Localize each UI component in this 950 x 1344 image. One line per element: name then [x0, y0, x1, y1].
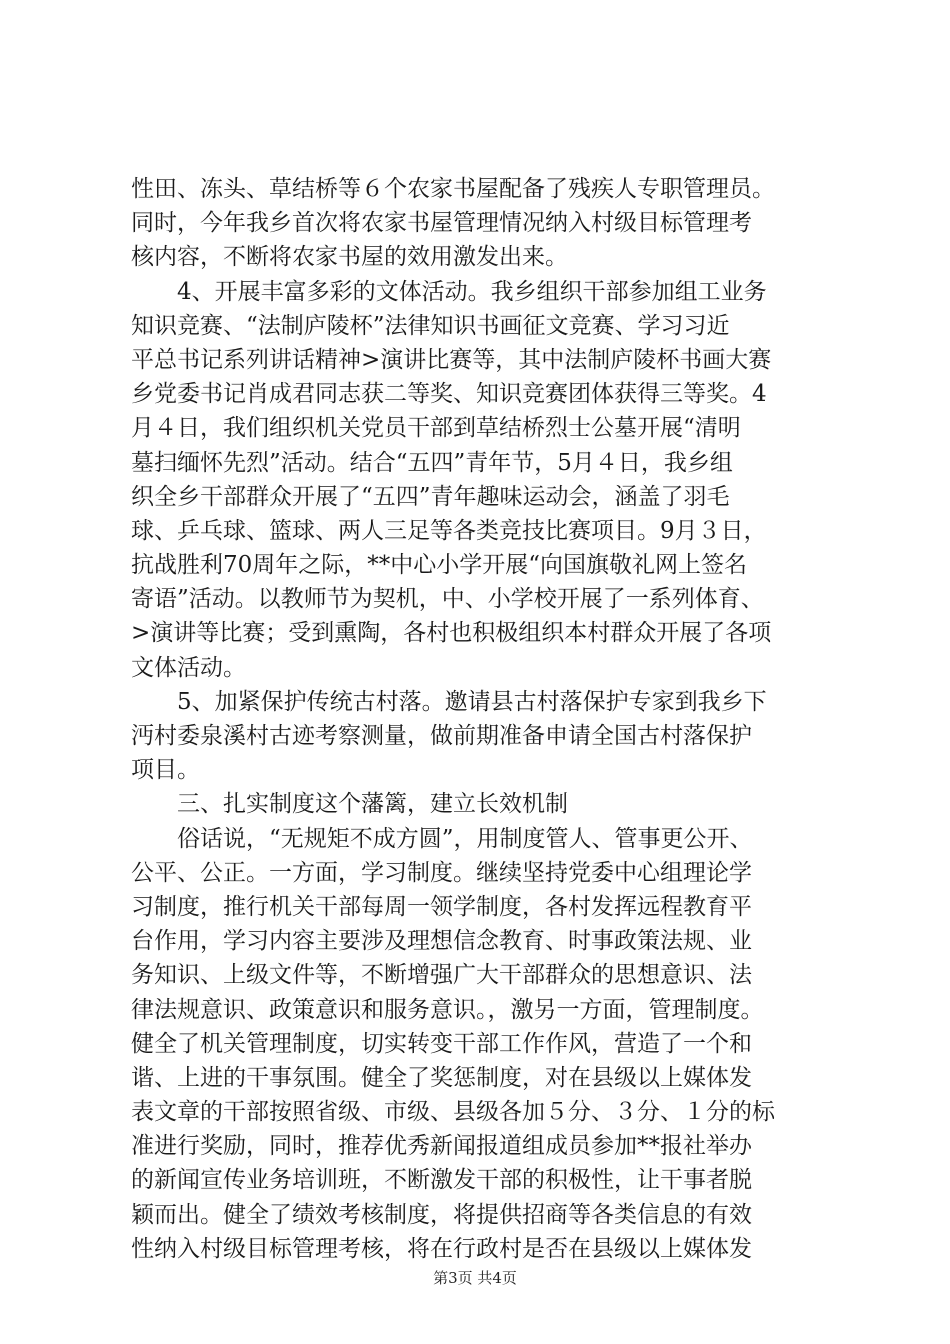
text-line: 5、加紧保护传统古村落。邀请县古村落保护专家到我乡下: [177, 688, 767, 715]
text-line: 文体活动。: [131, 654, 246, 681]
text-line: 月４日，我们组织机关党员干部到草结桥烈士公墓开展“清明: [131, 415, 741, 442]
text-line: 沔村委泉溪村古迹考察测量，做前期准备申请全国古村落保护: [131, 723, 752, 749]
text-line: 知识竞赛、“法制庐陵杯”法律知识书画征文竞赛、学习习近: [131, 312, 730, 339]
text-line: 准进行奖励，同时，推荐优秀新闻报道组成员参加**报社举办: [131, 1133, 752, 1160]
text-line: 公平、公正。一方面，学习制度。继续坚持党委中心组理论学: [131, 859, 752, 886]
text-line: 颖而出。健全了绩效考核制度，将提供招商等各类信息的有效: [131, 1201, 752, 1228]
text-line: 表文章的干部按照省级、市级、县级各加５分、３分、１分的标: [131, 1099, 775, 1126]
text-line: 习制度，推行机关干部每周一领学制度，各村发挥远程教育平: [131, 893, 752, 920]
text-line: 台作用，学习内容主要涉及理想信念教育、时事政策法规、业: [131, 928, 752, 955]
text-line: 律法规意识、政策意识和服务意识。，激另一方面，管理制度。: [131, 996, 764, 1023]
text-line: 三、扎实制度这个藩篱，建立长效机制: [177, 791, 568, 818]
text-line: 健全了机关管理制度，切实转变干部工作作风，营造了一个和: [131, 1030, 752, 1057]
page-footer: [0, 1269, 950, 1287]
page-number-label: 第3页 共4页: [433, 1269, 517, 1287]
text-line: 同时，今年我乡首次将农家书屋管理情况纳入村级目标管理考: [131, 210, 752, 237]
text-line: 寄语”活动。以教师节为契机，中、小学校开展了一系列体育、: [131, 586, 764, 613]
document-body: [131, 172, 831, 1266]
text-line: 谐、上进的干事氛围。健全了奖惩制度，对在县级以上媒体发: [131, 1064, 752, 1091]
text-line: 性田、冻头、草结桥等６个农家书屋配备了残疾人专职管理员。: [131, 176, 775, 202]
text-line: 核内容，不断将农家书屋的效用激发出来。: [131, 244, 568, 271]
text-line: >演讲等比赛；受到熏陶，各村也积极组织本村群众开展了各项: [131, 620, 772, 647]
text-line: 性纳入村级目标管理考核，将在行政村是否在县级以上媒体发: [131, 1235, 752, 1262]
text-line: 项目。: [131, 757, 200, 784]
text-line: 4、开展丰富多彩的文体活动。我乡组织干部参加组工业务: [177, 278, 767, 305]
text-line: 务知识、上级文件等，不断增强广大干部群众的思想意识、法: [131, 962, 752, 989]
text-line: 球、乒乓球、篮球、两人三足等各类竞技比赛项目。9月３日，: [131, 517, 767, 544]
text-line: 乡党委书记肖成君同志获二等奖、知识竞赛团体获得三等奖。4: [131, 381, 767, 408]
text-line: 俗话说，“无规矩不成方圆”，用制度管人、管事更公开、: [177, 825, 753, 852]
text-line: 织全乡干部群众开展了“五四”青年趣味运动会，涵盖了羽毛: [131, 483, 730, 510]
text-line: 墓扫缅怀先烈”活动。结合“五四”青年节，5月４日，我乡组: [131, 449, 733, 476]
text-line: 的新闻宣传业务培训班，不断激发干部的积极性，让干事者脱: [131, 1167, 752, 1194]
text-line: 抗战胜利70周年之际，**中心小学开展“向国旗敬礼网上签名: [131, 552, 748, 579]
text-line: 平总书记系列讲话精神>演讲比赛等，其中法制庐陵杯书画大赛: [131, 346, 772, 373]
